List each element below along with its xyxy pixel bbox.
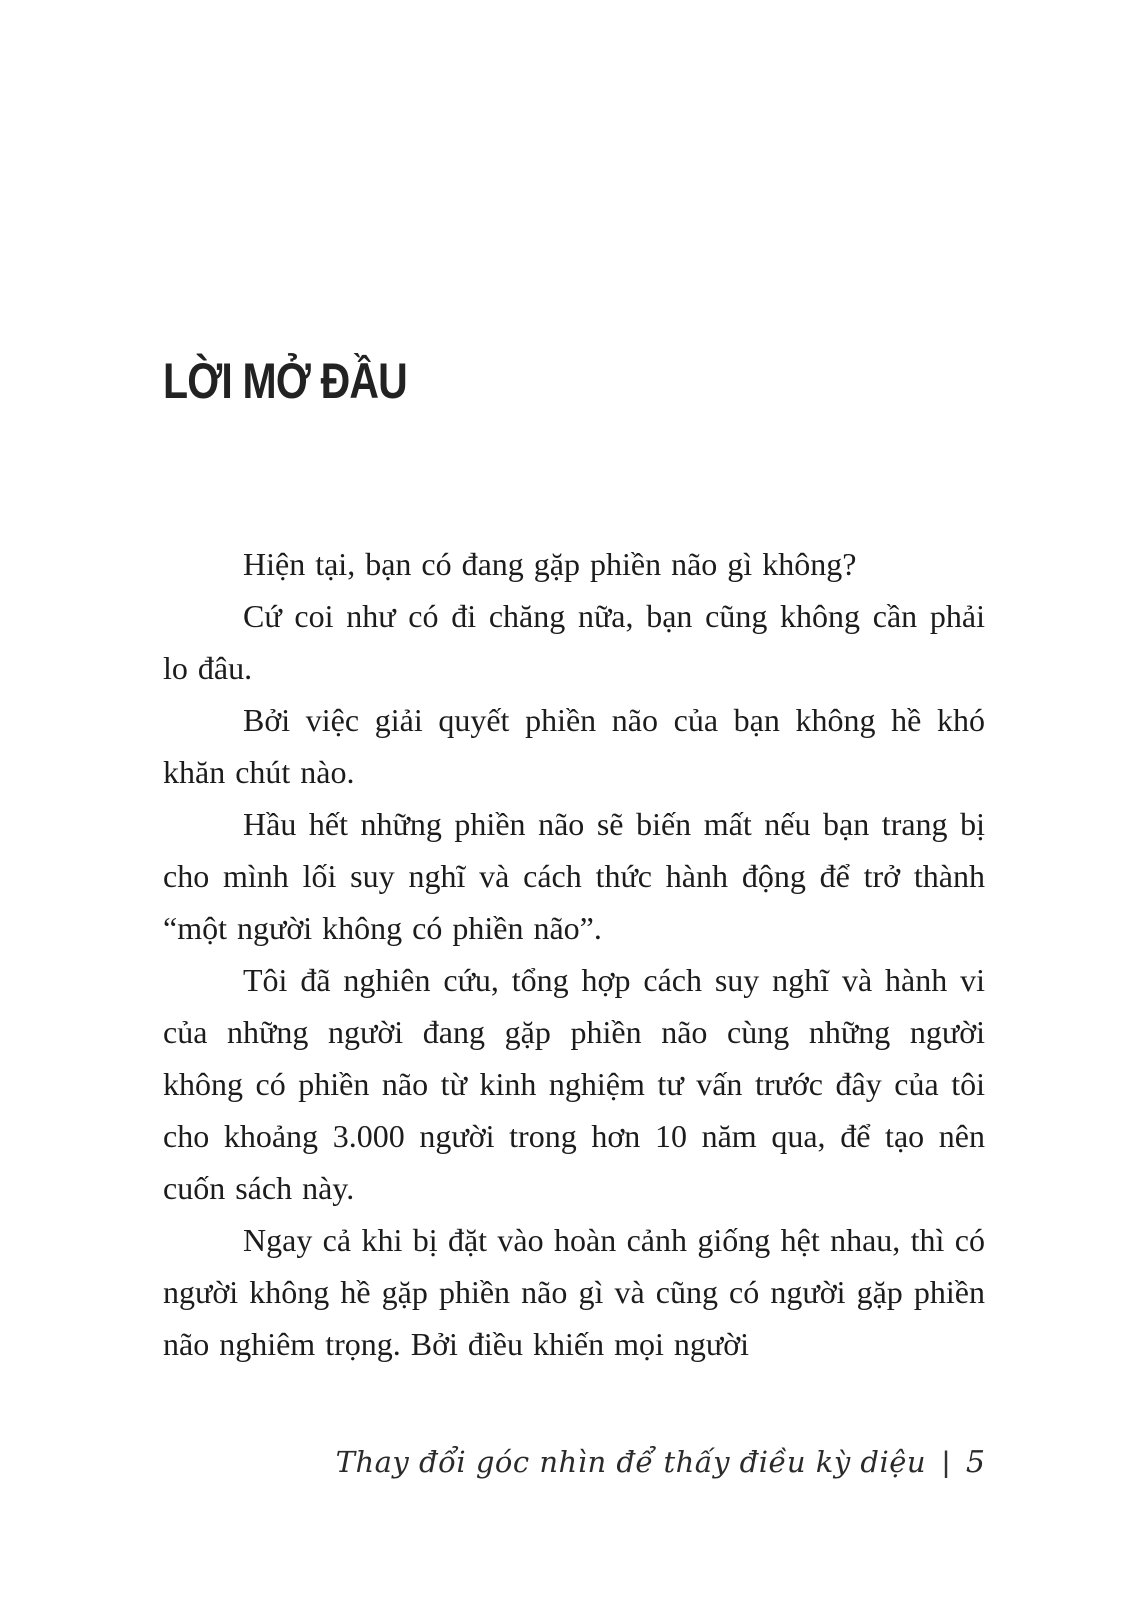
paragraph: Hầu hết những phiền não sẽ biến mất nếu bạn trang bị cho mình lối suy nghĩ và cách thức hành động để trở thành “một người không có phiền não”.	[163, 806, 985, 946]
paragraph: Tôi đã nghiên cứu, tổng hợp cách suy nghĩ và hành vi của những người đang gặp phiền não cùng những người không có phiền não từ kinh nghiệm tư vấn trước đây của tôi cho khoảng 3.000 người trong hơn 10 năm qua, để tạo nên cuốn sách này.	[163, 962, 985, 1206]
page-number: 5	[965, 1445, 985, 1480]
body-text-block	[163, 538, 985, 1370]
running-title: Thay đổi góc nhìn để thấy điều kỳ diệu	[335, 1445, 927, 1479]
page-footer	[336, 1442, 985, 1483]
chapter-heading: LỜI MỞ ĐẦU	[163, 353, 407, 409]
paragraph: Ngay cả khi bị đặt vào hoàn cảnh giống hệt nhau, thì có người không hề gặp phiền não gì và cũng có người gặp phiền não nghiêm trọng. Bởi điều khiến mọi người	[163, 1222, 985, 1362]
paragraph: Bởi việc giải quyết phiền não của bạn không hề khó khăn chút nào.	[163, 702, 985, 790]
paragraph: Hiện tại, bạn có đang gặp phiền não gì không?	[243, 546, 857, 582]
footer-separator: |	[942, 1446, 950, 1479]
paragraph: Cứ coi như có đi chăng nữa, bạn cũng không cần phải lo đâu.	[163, 598, 985, 686]
